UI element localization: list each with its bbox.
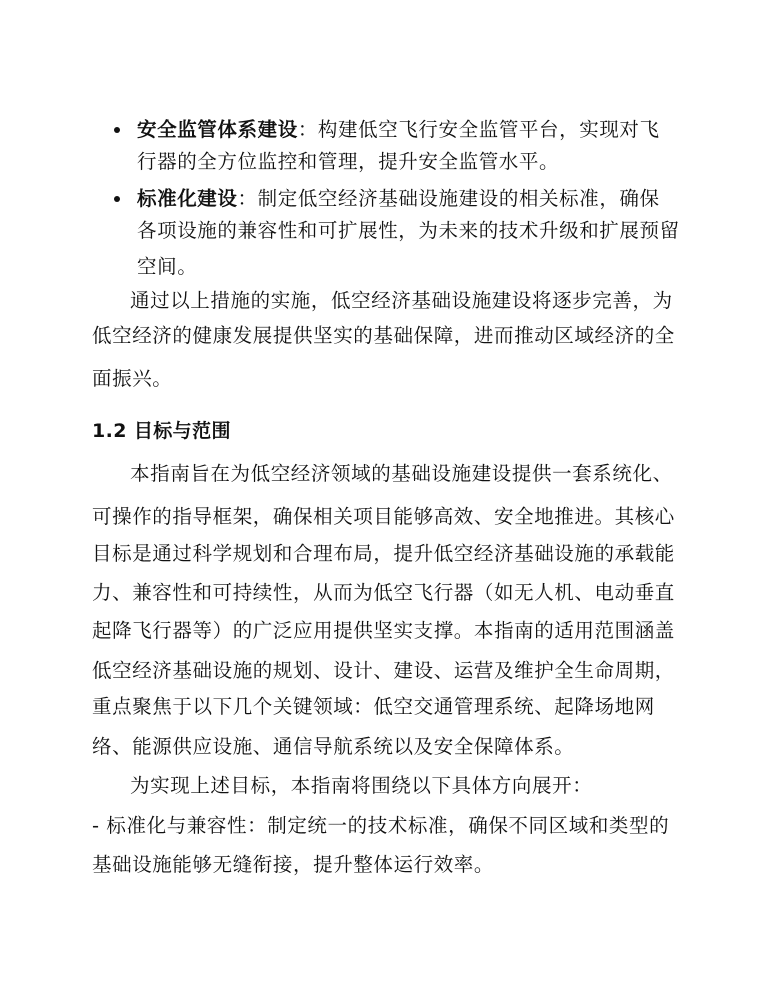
direction-1-line-2: 基础设施能够无缝衔接，提升整体运行效率。 (92, 853, 495, 876)
bullet-2-colon: ： (237, 187, 258, 210)
bullet-2-line-1 (137, 187, 660, 211)
body-line-1: 本指南旨在为低空经济领域的基础设施建设提供一套系统化、 (130, 462, 673, 485)
direction-1-line-1: - 标准化与兼容性：制定统一的技术标准，确保不同区域和类型的 (92, 814, 670, 837)
body-line-4: 力、兼容性和可持续性，从而为低空飞行器（如无人机、电动垂直 (92, 581, 675, 604)
section-title: 目标与范围 (133, 420, 231, 442)
body-line-2: 可操作的指导框架，确保相关项目能够高效、安全地推进。其核心 (92, 505, 675, 528)
section-heading (92, 419, 231, 443)
section-number: 1.2 (92, 420, 127, 442)
bullet-dot-icon (114, 196, 120, 202)
directions-intro: 为实现上述目标，本指南将围绕以下具体方向展开： (130, 774, 593, 797)
body-line-6: 低空经济基础设施的规划、设计、建设、运营及维护全生命周期， (92, 659, 675, 682)
body-line-5: 起降飞行器等）的广泛应用提供坚实支撑。本指南的适用范围涵盖 (92, 619, 675, 642)
body-line-7: 重点聚焦于以下几个关键领域：低空交通管理系统、起降场地网 (92, 695, 655, 718)
bullet-1-colon: ： (297, 118, 318, 141)
bullet-2-text-1: 制定低空经济基础设施建设的相关标准，确保 (257, 187, 660, 210)
bullet-2-line-2: 各项设施的兼容性和可扩展性，为未来的技术升级和扩展预留 (137, 219, 680, 242)
bullet-1-line-1 (137, 118, 660, 142)
body-line-8: 络、能源供应设施、通信导航系统以及安全保障体系。 (92, 735, 575, 758)
summary-line-2: 低空经济的健康发展提供坚实的基础保障，进而推动区域经济的全 (92, 324, 675, 347)
summary-line-3: 面振兴。 (92, 367, 173, 390)
bullet-1-text-1: 构建低空飞行安全监管平台，实现对飞 (317, 118, 660, 141)
bullet-2-term: 标准化建设 (137, 187, 238, 210)
bullet-1-term: 安全监管体系建设 (137, 118, 298, 141)
body-line-3: 目标是通过科学规划和合理布局，提升低空经济基础设施的承载能 (92, 542, 675, 565)
bullet-2-line-3: 空间。 (137, 255, 198, 278)
bullet-1-line-2: 行器的全方位监控和管理，提升安全监管水平。 (137, 150, 560, 173)
summary-line-1: 通过以上措施的实施，低空经济基础设施建设将逐步完善，为 (130, 289, 673, 312)
bullet-dot-icon (114, 127, 120, 133)
